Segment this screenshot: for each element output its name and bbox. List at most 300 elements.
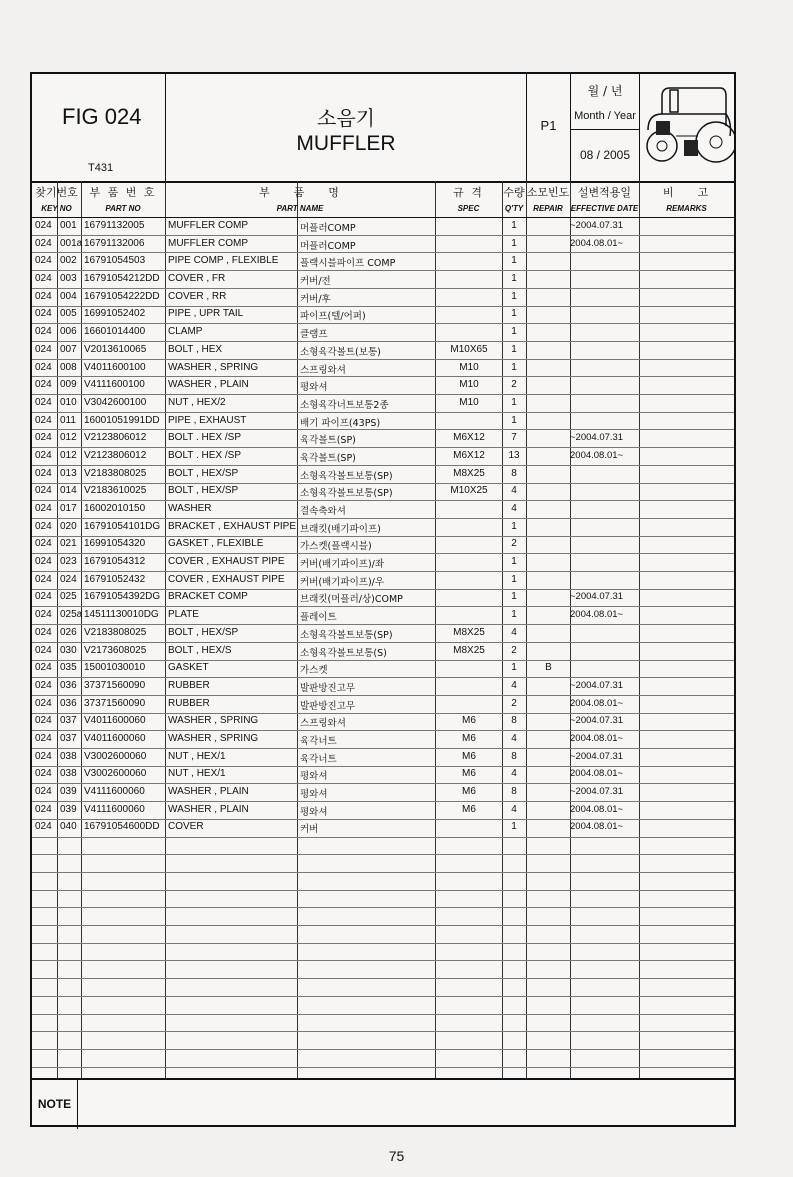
cell-part: 16791054222DD [84, 290, 160, 302]
cell-name: GASKET [168, 662, 209, 674]
cell-eff: 2004.08.01~ [570, 768, 624, 780]
cell-key: 024 [35, 644, 52, 656]
col-rem-english: REMARKS [666, 204, 707, 213]
cell-eff: 2004.08.01~ [570, 697, 624, 709]
cell-name: MUFFLER COMP [168, 237, 248, 249]
divider [571, 129, 639, 130]
page-number: 75 [388, 1148, 405, 1164]
cell-kname: 가스켓 [300, 665, 328, 677]
col-qty-english: Q'TY [504, 204, 524, 213]
cell-name: BOLT , HEX [168, 343, 223, 355]
cell-sub: 001 [60, 220, 77, 231]
cell-qty: 1 [511, 255, 517, 267]
title-cell [166, 74, 527, 181]
cell-part: V2183808025 [84, 467, 147, 479]
col-eff-english: EFFECTIVE DATE [570, 204, 639, 213]
cell-kname: 플레이트 [300, 612, 337, 624]
cell-sub: 038 [60, 750, 77, 762]
cell-sub: 011 [60, 414, 76, 426]
cell-qty: 8 [511, 467, 517, 479]
col-rem-korean: 비 고 [662, 186, 711, 199]
cell-kname: 커버(배기파이프)/우 [300, 576, 385, 588]
cell-part: 16791132005 [84, 220, 145, 231]
cell-qty: 1 [511, 273, 517, 285]
cell-key: 024 [35, 821, 52, 833]
cell-qty: 8 [511, 715, 517, 727]
cell-part: 16001051991DD [84, 414, 160, 426]
cell-sub: 021 [60, 538, 77, 550]
table-row [32, 305, 734, 323]
cell-name: WASHER , SPRING [168, 732, 259, 744]
cell-kname: 배기 파이프(43PS) [300, 417, 381, 429]
table-row [32, 624, 734, 642]
cell-spec: M8X25 [453, 626, 485, 638]
cell-name: BRACKET , EXHAUST PIPE [168, 520, 297, 532]
cell-kname: 육각볼트(SP) [300, 452, 356, 464]
cell-part: 16991052402 [84, 308, 146, 320]
col-key-english: KEY NO [41, 204, 72, 213]
cell-qty: 1 [511, 414, 517, 426]
cell-kname: 결속축와셔 [300, 506, 346, 517]
sheet-page: P1 [540, 118, 557, 133]
table-row [32, 270, 734, 288]
cell-kname: 평와셔 [300, 806, 328, 818]
cell-part: V2123806012 [84, 432, 147, 444]
cell-name: PIPE , UPR TAIL [168, 308, 244, 320]
cell-eff: ~2004.07.31 [570, 786, 624, 797]
table-row [32, 588, 734, 606]
month-year-label-korean: 월 / 년 [587, 84, 623, 98]
cell-name: BOLT , HEX/SP [168, 626, 239, 638]
cell-qty: 1 [511, 556, 517, 568]
fig-number: FIG 024 [62, 104, 142, 129]
cell-key: 024 [35, 467, 52, 479]
cell-name: BOLT . HEX /SP [168, 432, 241, 444]
cell-key: 024 [35, 432, 52, 444]
table-row [32, 642, 734, 660]
cell-kname: 클램프 [300, 329, 328, 341]
col-qty-korean: 수량 [503, 186, 525, 199]
cell-qty: 2 [511, 644, 517, 656]
month-year-value: 08 / 2005 [579, 148, 631, 162]
cell-sub: 013 [60, 467, 77, 479]
cell-spec: M6 [462, 715, 476, 727]
cell-kname: 소형육각볼트보통(SP) [300, 470, 393, 482]
table-row [32, 606, 734, 624]
cell-name: PLATE [168, 609, 199, 621]
cell-key: 024 [35, 520, 52, 532]
col-repair [526, 181, 570, 217]
cell-key: 024 [35, 503, 52, 514]
cell-eff: ~2004.07.31 [570, 432, 624, 444]
cell-qty: 4 [511, 679, 517, 691]
cell-part: V4111600060 [84, 786, 145, 797]
cell-eff: ~2004.07.31 [570, 220, 624, 231]
cell-sub: 037 [60, 732, 77, 744]
cell-part: V3002600060 [84, 768, 147, 780]
model-code: T431 [88, 162, 114, 174]
cell-sub: 020 [60, 520, 77, 532]
cell-kname: 소형육각너트보통2종 [300, 399, 389, 411]
cell-part: 14511130010DG [84, 609, 159, 621]
cell-name: COVER , EXHAUST PIPE [168, 556, 285, 568]
cell-sub: 014 [60, 485, 77, 497]
cell-eff: 2004.08.01~ [570, 449, 624, 461]
cell-kname: 육각너트 [300, 735, 337, 747]
cell-name: BRACKET COMP [168, 591, 248, 603]
cell-key: 024 [35, 326, 52, 338]
col-part-korean: 부 품 번 호 [89, 186, 157, 199]
cell-sub: 007 [60, 343, 77, 355]
cell-kname: 플랙시블파이프 COMP [300, 258, 396, 270]
cell-eff: 2004.08.01~ [570, 732, 624, 744]
cell-spec: M10X25 [450, 485, 488, 497]
col-repair-korean: 소모빈도 [526, 186, 570, 199]
cell-part: 16791054392DG [84, 591, 161, 603]
cell-sub: 012 [60, 449, 77, 461]
cell-eff: 2004.08.01~ [570, 821, 624, 833]
cell-name: NUT , HEX/2 [168, 396, 226, 408]
cell-spec: M6X12 [453, 449, 485, 461]
cell-eff: 2004.08.01~ [570, 803, 624, 815]
cell-key: 024 [35, 414, 52, 426]
cell-key: 024 [35, 255, 52, 267]
cell-key: 024 [35, 449, 52, 461]
cell-spec: M6 [462, 750, 476, 762]
col-spec-korean: 규 격 [453, 186, 484, 199]
cell-name: COVER , EXHAUST PIPE [168, 573, 285, 585]
cell-part: 16791054312 [84, 556, 146, 568]
cell-part: V2183808025 [84, 626, 147, 638]
table-row [32, 252, 734, 270]
cell-eff: ~2004.07.31 [570, 750, 624, 762]
cell-sub: 030 [60, 644, 77, 656]
cell-qty: 1 [511, 237, 517, 249]
cell-kname: 소형육각볼트보통(SP) [300, 488, 393, 500]
cell-name: WASHER , PLAIN [168, 803, 249, 815]
table-row [32, 677, 734, 695]
cell-kname: 소형육각볼트보통(SP) [300, 629, 393, 641]
table-row [32, 235, 734, 253]
cell-key: 024 [35, 220, 52, 231]
cell-qty: 8 [511, 750, 517, 762]
cell-spec: M10X65 [450, 343, 488, 355]
cell-kname: 브래킷(배기파이프) [300, 523, 381, 535]
table-row [32, 518, 734, 536]
cell-eff: ~2004.07.31 [570, 715, 624, 727]
cell-kname: 소형육각볼트(보통) [300, 346, 381, 358]
title-english: MUFFLER [296, 132, 396, 155]
cell-sub: 036 [60, 697, 77, 709]
table-row [32, 748, 734, 766]
page-cell [527, 74, 571, 181]
table-row [32, 801, 734, 819]
cell-sub: 025a [60, 609, 83, 621]
cell-sub: 003 [60, 273, 77, 285]
cell-spec: M6X12 [453, 432, 485, 444]
cell-part: 16991054320 [84, 538, 146, 550]
cell-qty: 2 [511, 697, 517, 709]
table-row [32, 765, 734, 783]
cell-kname: 커버/후 [300, 293, 331, 305]
tractor-icon [640, 74, 734, 181]
cell-qty: 4 [511, 768, 517, 780]
col-part-name [165, 181, 435, 217]
cell-sub: 035 [60, 662, 77, 674]
cell-key: 024 [35, 786, 52, 797]
cell-spec: M10 [459, 361, 479, 373]
cell-name: PIPE , EXHAUST [168, 414, 247, 426]
cell-sub: 038 [60, 768, 77, 780]
cell-part: V2173608025 [84, 644, 147, 656]
cell-spec: M6 [462, 768, 476, 780]
cell-key: 024 [35, 538, 52, 550]
table-row [32, 465, 734, 483]
cell-part: V2013610065 [84, 343, 147, 355]
table-row [32, 482, 734, 500]
cell-repair: B [545, 662, 552, 674]
table-row [32, 818, 734, 836]
cell-name: WASHER , SPRING [168, 361, 259, 373]
cell-spec: M8X25 [453, 644, 485, 656]
cell-qty: 1 [511, 662, 517, 674]
note-label: NOTE [32, 1080, 78, 1129]
col-spec [435, 181, 502, 217]
cell-key: 024 [35, 768, 52, 780]
table-row [32, 783, 734, 801]
cell-sub: 006 [60, 326, 77, 338]
cell-kname: 브래킷(머플러/상)COMP [300, 594, 403, 606]
parts-table [32, 181, 734, 1078]
cell-qty: 1 [511, 290, 517, 302]
parts-rows [32, 217, 734, 836]
cell-eff: 2004.08.01~ [570, 237, 624, 249]
cell-sub: 009 [60, 379, 77, 391]
note-section [32, 1078, 734, 1129]
cell-part: 16791132006 [84, 237, 145, 249]
cell-name: BOLT . HEX /SP [168, 449, 241, 461]
cell-qty: 4 [511, 503, 517, 514]
cell-spec: M8X25 [453, 467, 485, 479]
cell-key: 024 [35, 273, 52, 285]
cell-key: 024 [35, 803, 52, 815]
cell-sub: 001a [60, 237, 83, 249]
cell-qty: 4 [511, 803, 517, 815]
col-name-english: PART NAME [276, 204, 324, 213]
cell-sub: 002 [60, 255, 77, 267]
cell-qty: 2 [511, 538, 517, 550]
cell-part: V3002600060 [84, 750, 147, 762]
cell-sub: 036 [60, 679, 77, 691]
col-eff-korean: 설변적용일 [577, 186, 632, 199]
cell-name: WASHER , PLAIN [168, 786, 249, 797]
cell-sub: 017 [60, 503, 77, 514]
cell-part: V2183610025 [84, 485, 147, 497]
cell-name: NUT , HEX/1 [168, 750, 226, 762]
cell-key: 024 [35, 485, 52, 497]
cell-name: GASKET , FLEXIBLE [168, 538, 264, 550]
col-remarks [639, 181, 734, 217]
cell-key: 024 [35, 591, 52, 603]
cell-part: 16791054600DD [84, 821, 160, 833]
cell-spec: M10 [459, 379, 479, 391]
cell-kname: 파이프(텔/어퍼) [300, 311, 366, 323]
col-spec-english: SPEC [457, 204, 480, 213]
cell-key: 024 [35, 626, 52, 638]
table-row [32, 553, 734, 571]
cell-kname: 머플러COMP [300, 223, 356, 234]
cell-part: 16791054212DD [84, 273, 160, 285]
cell-key: 024 [35, 662, 52, 674]
cell-sub: 037 [60, 715, 77, 727]
cell-name: COVER , RR [168, 290, 227, 302]
col-name-korean: 부 품 명 [259, 186, 341, 199]
table-row [32, 376, 734, 394]
table-row [32, 217, 734, 235]
cell-key: 024 [35, 396, 52, 408]
cell-part: V4011600060 [84, 715, 146, 727]
cell-part: V4011600100 [84, 361, 146, 373]
cell-part: 16791052432 [84, 573, 146, 585]
cell-key: 024 [35, 697, 52, 709]
cell-qty: 1 [511, 821, 517, 833]
cell-sub: 026 [60, 626, 77, 638]
cell-kname: 가스켓(플랙시블) [300, 541, 372, 553]
cell-name: BOLT , HEX/S [168, 644, 232, 656]
cell-sub: 010 [60, 396, 77, 408]
cell-name: COVER [168, 821, 204, 833]
cell-kname: 커버 [300, 824, 319, 836]
cell-spec: M6 [462, 732, 476, 744]
table-row [32, 341, 734, 359]
col-part-no [81, 181, 165, 217]
cell-name: RUBBER [168, 697, 210, 709]
table-row [32, 412, 734, 430]
cell-qty: 1 [511, 326, 517, 338]
cell-part: V2123806012 [84, 449, 147, 461]
cell-name: WASHER , PLAIN [168, 379, 249, 391]
cell-key: 024 [35, 290, 52, 302]
cell-qty: 1 [511, 343, 517, 355]
cell-eff: ~2004.07.31 [570, 591, 624, 603]
col-key [32, 181, 81, 217]
cell-qty: 1 [511, 308, 517, 320]
cell-part: V3042600100 [84, 396, 147, 408]
cell-qty: 13 [508, 449, 520, 461]
cell-qty: 1 [511, 361, 517, 373]
cell-qty: 4 [511, 485, 517, 497]
cell-part: 16002010150 [84, 503, 146, 514]
cell-name: MUFFLER COMP [168, 220, 248, 231]
cell-qty: 8 [511, 786, 517, 797]
cell-name: COVER , FR [168, 273, 226, 285]
cell-kname: 발판방진고무 [300, 700, 356, 712]
cell-sub: 025 [60, 591, 77, 603]
cell-part: 37371560090 [84, 697, 146, 709]
cell-key: 024 [35, 732, 52, 744]
cell-eff: ~2004.07.31 [570, 679, 624, 691]
col-qty [502, 181, 526, 217]
table-row [32, 571, 734, 589]
cell-qty: 1 [511, 396, 517, 408]
table-row [32, 535, 734, 553]
cell-sub: 012 [60, 432, 77, 444]
cell-sub: 008 [60, 361, 77, 373]
cell-qty: 1 [511, 591, 517, 603]
cell-kname: 스프링와셔 [300, 718, 346, 730]
cell-qty: 7 [511, 432, 517, 444]
cell-kname: 머플러COMP [300, 240, 356, 252]
sheet-header [32, 74, 734, 183]
cell-key: 024 [35, 237, 52, 249]
cell-key: 024 [35, 308, 52, 320]
table-row [32, 429, 734, 447]
cell-kname: 육각볼트(SP) [300, 435, 356, 447]
cell-kname: 평와셔 [300, 789, 328, 800]
cell-part: V4011600060 [84, 732, 146, 744]
col-effective-date [570, 181, 639, 217]
cell-name: CLAMP [168, 326, 203, 338]
cell-qty: 4 [511, 732, 517, 744]
table-row [32, 659, 734, 677]
fig-cell [32, 74, 166, 181]
cell-key: 024 [35, 573, 52, 585]
cell-kname: 육각너트 [300, 753, 337, 765]
cell-sub: 040 [60, 821, 77, 833]
cell-name: RUBBER [168, 679, 210, 691]
cell-kname: 소형육각볼트보통(S) [300, 647, 387, 659]
table-row [32, 288, 734, 306]
cell-qty: 1 [511, 609, 517, 621]
cell-eff: 2004.08.01~ [570, 609, 624, 621]
cell-key: 024 [35, 609, 52, 621]
cell-part: V4111600100 [84, 379, 145, 391]
title-korean: 소음기 [317, 106, 375, 130]
cell-spec: M10 [459, 396, 479, 408]
cell-key: 024 [35, 556, 52, 568]
col-part-english: PART NO [105, 204, 141, 213]
cell-spec: M6 [462, 786, 476, 797]
cell-key: 024 [35, 343, 52, 355]
col-key-korean: 찾기번호 [35, 186, 78, 199]
month-year-label-english: Month / Year [574, 110, 636, 122]
cell-name: WASHER , SPRING [168, 715, 259, 727]
table-row [32, 359, 734, 377]
cell-sub: 024 [60, 573, 77, 585]
cell-part: 16791054101DG [84, 520, 161, 532]
cell-kname: 발판방진고무 [300, 682, 356, 694]
month-year-cell [571, 74, 640, 181]
table-row [32, 695, 734, 713]
cell-key: 024 [35, 379, 52, 391]
cell-key: 024 [35, 679, 52, 691]
table-row [32, 447, 734, 465]
table-row [32, 730, 734, 748]
cell-name: BOLT , HEX/SP [168, 467, 239, 479]
cell-spec: M6 [462, 803, 476, 815]
cell-kname: 커버/전 [300, 276, 331, 288]
cell-kname: 평와셔 [300, 382, 328, 394]
cell-key: 024 [35, 361, 52, 373]
cell-part: 15001030010 [84, 662, 146, 674]
parts-sheet [30, 72, 736, 1127]
cell-qty: 4 [511, 626, 517, 638]
cell-sub: 039 [60, 803, 77, 815]
cell-qty: 1 [511, 573, 517, 585]
cell-part: V4111600060 [84, 803, 145, 815]
cell-sub: 023 [60, 556, 77, 568]
cell-sub: 005 [60, 308, 77, 320]
